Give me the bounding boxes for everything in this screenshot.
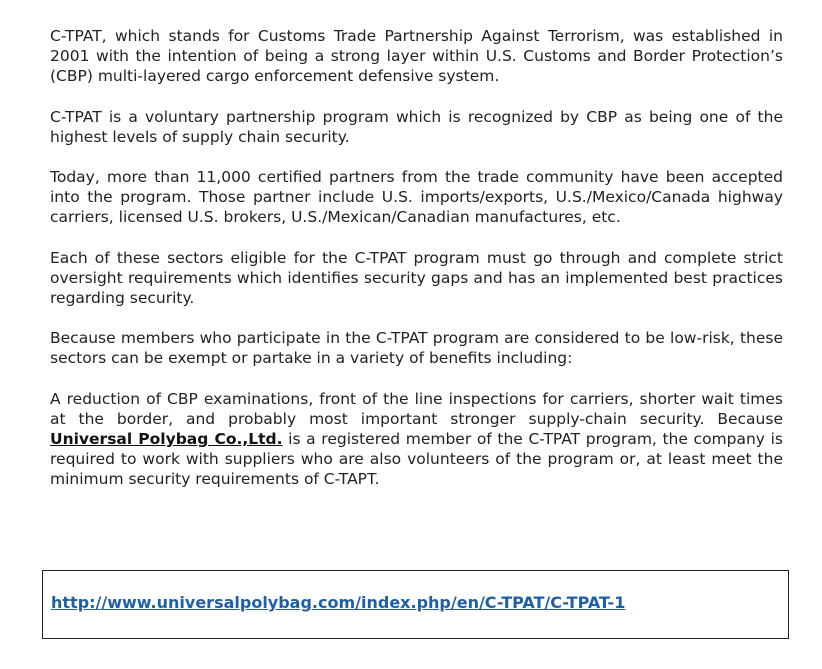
paragraph-company-membership: [50, 389, 783, 490]
paragraph-voluntary-program: C-TPAT is a voluntary partnership program which is recognized by CBP as being one of the highest levels of supply chain security.: [50, 107, 783, 146]
url-box: [42, 570, 789, 639]
paragraph-low-risk-benefits: Because members who participate in the C-TPAT program are considered to be low-risk, these sectors can be exempt or partake in a variety of benefits including:: [50, 329, 783, 368]
paragraph-sector-requirements: Each of these sectors eligible for the C-TPAT program must go through and complete strict oversight requirements which identifies security gaps and has an implemented best practices regarding security.: [50, 248, 783, 308]
paragraph-certified-partners: Today, more than 11,000 certified partners from the trade community have been accepted into the program. Those partner include U.S. imports/exports, U.S./Mexico/Canada highway carriers, licensed U.S. brokers, U.S./Mexican/Canadian manufactures, etc.: [50, 168, 783, 227]
paragraph-text-before: A reduction of CBP examinations, front of the line inspections for carriers, shorter wait times at the border, and probably most important stronger supply-chain security. Because: [50, 389, 783, 428]
ctpat-url-link[interactable]: http://www.universalpolybag.com/index.php/en/C-TPAT/C-TPAT-1: [51, 593, 626, 612]
article-body: [50, 26, 783, 510]
paragraph-ctpat-definition: C-TPAT, which stands for Customs Trade Partnership Against Terrorism, was established in 2001 with the intention of being a strong layer within U.S. Customs and Border Protection’s (CBP) multi-layered cargo enforcement defensive system.: [50, 27, 783, 86]
company-name-link[interactable]: Universal Polybag Co.,Ltd.: [50, 430, 283, 449]
paragraph-text-after: is a registered member of the C-TPAT program, the company is required to work with suppliers who are also volunteers of the program or, at least meet the minimum security requirements of C-TAPT.: [50, 430, 783, 489]
